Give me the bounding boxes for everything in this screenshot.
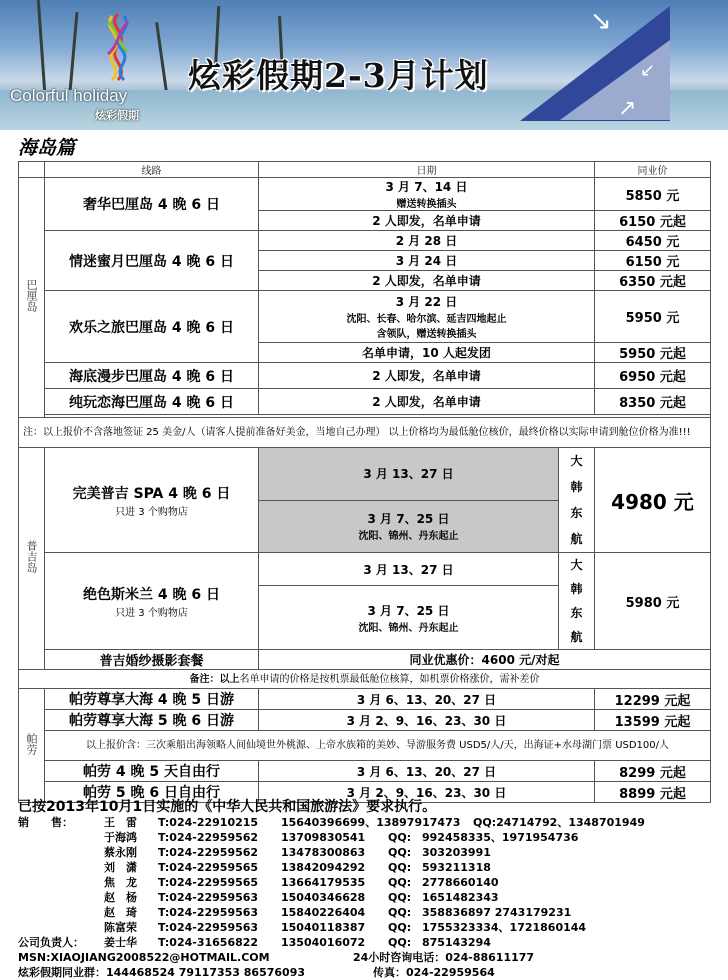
note-row — [19, 418, 711, 448]
contact-mobile: 13709830541 — [281, 831, 366, 844]
airline-char: 韩 — [570, 582, 583, 596]
contact-mobile: 13842094292 — [281, 861, 366, 874]
price-cell: 8299 元起 — [595, 761, 711, 782]
date-cell — [259, 500, 559, 553]
section-title: 海岛篇 — [18, 137, 76, 159]
route-name: 帕劳 5 晚 6 日自由行 — [45, 782, 259, 803]
route-title: 绝色斯米兰 4 晚 6 日 — [83, 586, 220, 603]
route-name: 情迷蜜月巴厘岛 4 晚 6 日 — [45, 231, 259, 291]
airline-char: 大 — [570, 454, 583, 468]
palm-tree — [37, 0, 46, 92]
group-numbers: 炫彩假期同业群：144468524 79117353 86576093 — [18, 966, 306, 979]
date-cell: 3 月 6、13、20、27 日 — [259, 761, 595, 782]
contact-mobile: 13504016072 — [281, 936, 366, 949]
contact-footer-row — [18, 965, 718, 980]
contact-name: 于海鸿 — [104, 831, 137, 844]
table-row — [19, 231, 711, 251]
msn-account: MSN:XIAOJIANG2008522@HOTMAIL.COM — [18, 951, 270, 964]
price-cell: 6450 元 — [595, 231, 711, 251]
route-title: 完美普吉 SPA 4 晚 6 日 — [72, 485, 231, 502]
date-cell — [259, 291, 595, 343]
price-cell: 8899 元起 — [595, 782, 711, 803]
price-cell: 5850 元 — [595, 178, 711, 211]
price-cell: 4980 元 — [595, 448, 711, 553]
logo-icon — [100, 12, 136, 82]
contact-name: 焦 龙 — [104, 876, 137, 889]
contact-row — [18, 905, 718, 920]
date-cell: 2 月 28 日 — [259, 231, 595, 251]
route-name: 普吉婚纱摄影套餐 — [45, 650, 259, 670]
qq-number: 1755323334、1721860144 — [422, 921, 587, 934]
date-cell: 3 月 2、9、16、23、30 日 — [259, 710, 595, 731]
price-cell: 8350 元起 — [595, 389, 711, 415]
contact-tel: T:024-22959562 — [158, 846, 259, 859]
contact-mobile: 13478300863 — [281, 846, 366, 859]
palau-note: 以上报价含：三次乘船出海领略人间仙境世外桃源、上帝水族箱的美妙、导游服务费 USD5/人/天，出海证+水母湖门票 USD100/人 — [45, 731, 711, 761]
region-name: 普吉岛 — [25, 540, 38, 573]
contact-tel: T:024-22959562 — [158, 831, 259, 844]
fax: 传真：024-22959564 — [373, 966, 495, 979]
airline-char: 东 — [570, 606, 583, 620]
contact-tel: T:024-31656822 — [158, 936, 259, 949]
contact-tel: T:024-22959563 — [158, 921, 259, 934]
note-text: 名单申请的价格是按机票最低舱位核算，如机票价格涨价，需补差价 — [239, 673, 540, 685]
qq-label: QQ: — [388, 846, 412, 859]
column-header-price: 同业价 — [595, 162, 711, 178]
qq-number: 303203991 — [422, 846, 491, 859]
seagull-icon: ↘ — [590, 6, 612, 36]
date-cell: 3 月 13、27 日 — [259, 448, 559, 501]
contact-mobile: 13664179535 — [281, 876, 366, 889]
table-row — [19, 710, 711, 731]
date-cell: 名单申请，10 人起发团 — [259, 343, 595, 363]
contact-row — [18, 935, 718, 950]
qq-number: 992458335、1971954736 — [422, 831, 579, 844]
qq-number: 2778660140 — [422, 876, 499, 889]
region-label — [19, 178, 45, 418]
route-name: 海底漫步巴厘岛 4 晚 6 日 — [45, 363, 259, 389]
route-subtext: 只进 3 个购物店 — [115, 506, 188, 518]
contact-mobile: 15840226404 — [281, 906, 366, 919]
contact-mobile: 15040118387 — [281, 921, 366, 934]
qq-label: QQ: — [388, 891, 412, 904]
table-row — [19, 761, 711, 782]
date-cell: 同业优惠价：4600 元/对起 — [259, 650, 711, 670]
tourism-law-notice: 已按2013年10月1日实施的《中华人民共和国旅游法》要求执行。 — [18, 799, 437, 815]
route-name — [45, 448, 259, 553]
table-row — [19, 448, 711, 501]
date-text: 3 月 7、25 日 — [367, 512, 450, 527]
airline-cell — [559, 553, 595, 650]
table-row — [19, 178, 711, 211]
contact-tel: T:024-22959565 — [158, 876, 259, 889]
route-name — [45, 553, 259, 650]
date-cell: 2 人即发，名单申请 — [259, 389, 595, 415]
price-cell: 6350 元起 — [595, 271, 711, 291]
qq-number: 24714792、1348701949 — [496, 816, 645, 829]
contact-name: 刘 潇 — [104, 861, 137, 874]
note-label: 备注：以上 — [189, 673, 240, 685]
route-name: 帕劳 4 晚 5 天自由行 — [45, 761, 259, 782]
price-cell: 6150 元起 — [595, 211, 711, 231]
contact-row — [18, 875, 718, 890]
contact-tel: T:024-22959565 — [158, 861, 259, 874]
contact-mobile: 15640396699、13897917473 — [281, 816, 461, 829]
column-header-route: 线路 — [45, 162, 259, 178]
seagull-icon: ↗ — [618, 96, 637, 121]
route-subtext: 只进 3 个购物店 — [115, 607, 188, 619]
price-table — [18, 161, 711, 803]
table-row — [19, 650, 711, 670]
qq-label: QQ: — [388, 921, 412, 934]
airline-char: 大 — [570, 558, 583, 572]
date-cell: 3 月 13、27 日 — [259, 553, 559, 586]
price-cell: 5980 元 — [595, 553, 711, 650]
manager-label: 公司负责人： — [18, 936, 84, 949]
qq-number: 593211318 — [422, 861, 491, 874]
contact-tel: T:024-22959563 — [158, 906, 259, 919]
date-cell — [259, 178, 595, 211]
route-name: 帕劳尊享大海 4 晚 5 日游 — [45, 689, 259, 710]
contact-row — [18, 845, 718, 860]
qq-label: QQ: — [388, 831, 412, 844]
price-cell: 6150 元 — [595, 251, 711, 271]
price-cell: 13599 元起 — [595, 710, 711, 731]
table-header-row — [19, 162, 711, 178]
column-header-date: 日期 — [259, 162, 595, 178]
note-row — [19, 670, 711, 689]
seagull-icon: ↙ — [640, 60, 656, 81]
contact-name: 赵 杨 — [104, 891, 137, 904]
palm-tree — [155, 22, 168, 92]
date-text: 3 月 22 日 — [395, 295, 458, 309]
contact-name: 王 雷 — [104, 816, 137, 829]
contact-row — [18, 860, 718, 875]
date-text: 3 月 7、14 日 — [385, 180, 468, 194]
region-label — [19, 448, 45, 670]
date-text: 3 月 7、25 日 — [367, 603, 450, 618]
table-row — [19, 363, 711, 389]
date-cell: 2 人即发，名单申请 — [259, 211, 595, 231]
contact-list — [18, 815, 718, 980]
table-row — [19, 553, 711, 586]
qq-label: QQ: — [388, 861, 412, 874]
hotline: 24小时咨询电话：024-88611177 — [353, 951, 535, 964]
header-banner — [0, 0, 728, 130]
note-row — [19, 731, 711, 761]
date-subtext: 含领队，赠送转换插头 — [376, 329, 477, 340]
date-subtext: 赠送转换插头 — [396, 199, 457, 210]
qq-number: 358836897 2743179231 — [422, 906, 572, 919]
contact-name: 赵 琦 — [104, 906, 137, 919]
contact-tel: T:024-22910215 — [158, 816, 259, 829]
table-row — [19, 389, 711, 415]
route-name: 奢华巴厘岛 4 晚 6 日 — [45, 178, 259, 231]
date-cell: 2 人即发，名单申请 — [259, 271, 595, 291]
contact-tel: T:024-22959563 — [158, 891, 259, 904]
table-row — [19, 689, 711, 710]
date-subtext: 沈阳、锦州、丹东起止 — [358, 531, 459, 543]
brand-english: Colorful holiday — [10, 86, 128, 105]
date-cell: 3 月 2、9、16、23、30 日 — [259, 782, 595, 803]
qq-label: QQ: — [388, 906, 412, 919]
table-row — [19, 291, 711, 343]
route-name: 纯玩恋海巴厘岛 4 晚 6 日 — [45, 389, 259, 415]
airline-cell — [559, 448, 595, 553]
contact-row — [18, 815, 718, 830]
airline-char: 航 — [570, 532, 583, 546]
contact-name: 蔡永刚 — [104, 846, 137, 859]
region-name: 帕劳 — [25, 732, 38, 755]
date-cell: 3 月 6、13、20、27 日 — [259, 689, 595, 710]
airline-char: 航 — [570, 630, 583, 644]
bali-note: 注：以上报价不含落地签证 25 美金/人（请客人提前准备好美金，当地自己办理） 以上价格均为最低舱位核价，最终价格以实际申请到舱位价格为准!!! — [19, 418, 711, 448]
contact-name: 陈富荣 — [104, 921, 137, 934]
page-title: 炫彩假期2-3月计划 — [188, 56, 489, 95]
price-cell: 5950 元起 — [595, 343, 711, 363]
contact-qq — [473, 815, 645, 830]
date-cell: 3 月 24 日 — [259, 251, 595, 271]
qq-number: 875143294 — [422, 936, 491, 949]
qq-label: QQ: — [388, 876, 412, 889]
brand-chinese: 炫彩假期 — [95, 109, 139, 122]
contact-name: 姜士华 — [104, 936, 137, 949]
palm-tree — [69, 12, 79, 92]
date-subtext: 沈阳、长春、哈尔滨、延吉四地起止 — [346, 314, 507, 325]
date-subtext: 沈阳、锦州、丹东起止 — [358, 622, 459, 634]
date-cell — [259, 586, 559, 650]
contact-row — [18, 830, 718, 845]
price-cell: 5950 元 — [595, 291, 711, 343]
phuket-note — [19, 670, 711, 689]
region-name: 巴厘岛 — [25, 279, 38, 312]
route-name: 欢乐之旅巴厘岛 4 晚 6 日 — [45, 291, 259, 363]
qq-label: QQ: — [388, 936, 412, 949]
contact-mobile: 15040346628 — [281, 891, 366, 904]
route-name: 帕劳尊享大海 5 晚 6 日游 — [45, 710, 259, 731]
airline-char: 东 — [570, 506, 583, 520]
contact-row — [18, 890, 718, 905]
date-cell: 2 人即发，名单申请 — [259, 363, 595, 389]
contact-row — [18, 920, 718, 935]
contact-footer-row — [18, 950, 718, 965]
price-cell: 12299 元起 — [595, 689, 711, 710]
airline-char: 韩 — [570, 480, 583, 494]
qq-label: QQ: — [473, 816, 497, 829]
sales-label: 销 售： — [18, 816, 73, 829]
qq-number: 1651482343 — [422, 891, 499, 904]
price-cell: 6950 元起 — [595, 363, 711, 389]
region-label — [19, 689, 45, 803]
